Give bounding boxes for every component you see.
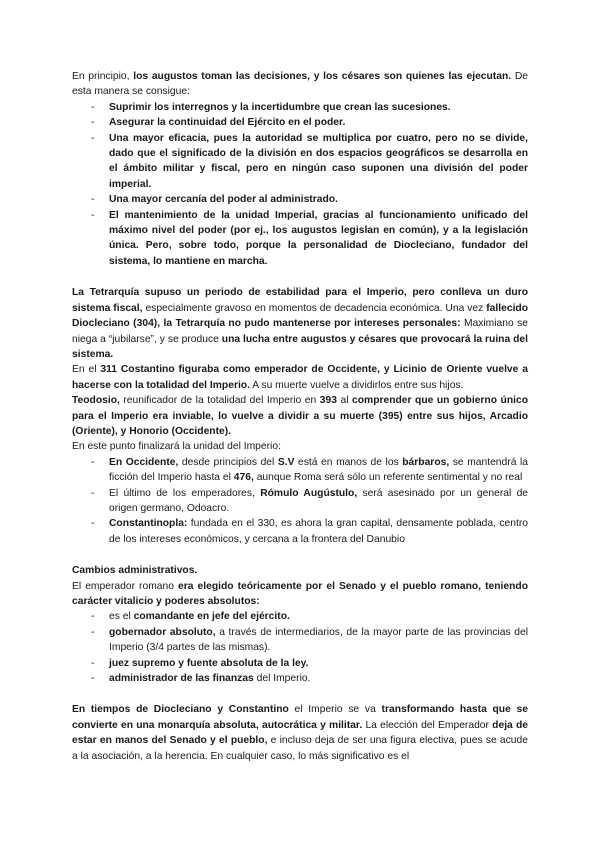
- bold-run: En Occidente,: [109, 456, 179, 468]
- heading-text: Cambios administrativos.: [72, 565, 198, 577]
- bold-run: El mantenimiento de la unidad Imperial, gracias al funcionamiento unificado del máximo nivel del poder (por ej., los augustos legislan en común), y a la legislación única. Pero, sobre todo, porque la personalidad de Diocleciano, fundador del sistema, lo mantiene en marcha.: [109, 209, 528, 267]
- bold-run: 476,: [233, 472, 254, 484]
- text-run: especialmente gravoso en momentos de decadencia económica. Una vez: [142, 302, 487, 314]
- text-run: a través de intermediarios, de la mayor parte de las provincias del Imperio (3/4 partes de las mismas).: [109, 626, 528, 654]
- bold-run: Una mayor eficacia, pues la autoridad se multiplica por cuatro, pero no se divide, dado que el significado de la división en dos espacios geográficos se desarrolla en el ámbito militar y fiscal, pero en ningún caso suponen una división del poder imperial.: [109, 132, 528, 190]
- bold-run: 393: [319, 395, 337, 407]
- text-run: fundada en el 330, es ahora la gran capital, densamente poblada, centro de los intereses económicos, y cercana a la frontera del Danubio: [109, 518, 528, 545]
- final-paragraph: [72, 702, 528, 764]
- bold-run: 311 Costantino figuraba como emperador de Occidente, y Licinio de Oriente vuelve a hacerse con la totalidad del Imperio.: [72, 364, 528, 391]
- bold-run: En tiempos de Diocleciano y Constantino: [72, 704, 289, 716]
- list-item: [72, 671, 528, 686]
- text-run: es el: [109, 611, 134, 623]
- document-body: [72, 69, 528, 764]
- bold-run: fallecido Diocleciano (304), la Tetrarquía no pudo mantenerse por intereses personales:: [72, 302, 529, 330]
- text-run: De esta manera se consigue:: [72, 71, 528, 98]
- text-run: será asesinado por un general de origen germano, Odoacro.: [109, 487, 529, 514]
- bold-run: administrador de las finanzas: [109, 673, 254, 685]
- bold-run: juez supremo y fuente absoluta de la ley.: [109, 657, 309, 669]
- teodosio-paragraph: [72, 393, 528, 439]
- section-heading: [72, 563, 528, 578]
- text-run: del Imperio.: [253, 673, 311, 685]
- text-run: e incluso deja de ser una figura electiva, pues se acude a la asociación, a la herencia. En cualquier caso, lo más significativo es el: [72, 735, 528, 762]
- tetrarquia-paragraph: [72, 285, 528, 362]
- bold-run: transformando hasta que se convierte en una monarquía absoluta, autocrática y militar.: [72, 704, 528, 731]
- text-run: desde principios del: [178, 456, 278, 468]
- text-run: está en manos de los: [294, 456, 403, 468]
- cambios-paragraph: [72, 579, 528, 610]
- bold-run: La Tetrarquía supuso un periodo de estabilidad para el Imperio, pero conlleva un duro sistema fiscal,: [72, 287, 528, 314]
- text-run: reunificador de la totalidad del Imperio en: [119, 395, 320, 407]
- text-run: aunque Roma será sólo un referente sentimental y no real: [253, 472, 523, 484]
- text-run: En el: [72, 364, 101, 376]
- list-item: [72, 625, 528, 656]
- unidad-list: [72, 455, 528, 547]
- text-run: El último de los emperadores,: [109, 487, 261, 499]
- poderes-list: [72, 609, 528, 686]
- text-run: se mantendrá la ficción del Imperio hasta el: [109, 456, 528, 484]
- list-item: [72, 455, 528, 486]
- bold-run: Rómulo Augústulo,: [260, 487, 358, 499]
- bold-run: deja de estar en manos del Senado y el pueblo,: [72, 719, 528, 747]
- text-run: Maximiano se niega a “jubilarse”, y se produce: [72, 318, 528, 345]
- bold-run: una lucha entre augustos y césares que provocará la ruina del sistema.: [72, 333, 528, 360]
- bold-run: los augustos toman las decisiones, y los césares son quienes las ejecutan.: [133, 71, 512, 82]
- text-run: al: [336, 395, 353, 407]
- bold-run: S.V: [277, 456, 295, 468]
- list-item: [72, 208, 528, 270]
- text-run: A su muerte vuelve a dividirlos entre sus hijos.: [249, 379, 464, 391]
- unidad-intro: En este punto finalizará la unidad del Imperio:: [72, 441, 281, 453]
- bold-run: comandante en jefe del ejército.: [133, 611, 290, 623]
- list-item: [72, 486, 528, 517]
- text-run: el Imperio se va: [288, 704, 382, 716]
- spacer: [72, 547, 528, 563]
- list-item: [72, 115, 528, 130]
- text-run: La elección del Emperador: [362, 719, 493, 731]
- spacer: [72, 686, 528, 702]
- bold-run: era elegido teóricamente por el Senado y el pueblo romano, teniendo carácter vitalicio y poderes absolutos:: [72, 580, 528, 607]
- consequences-list: [72, 100, 528, 269]
- constantino-paragraph: [72, 362, 528, 393]
- intro-paragraph: [72, 69, 528, 100]
- bold-run: comprender que un gobierno único para el Imperio era inviable, lo vuelve a dividir a su muerte (395) entre sus hijos, Arcadio (Oriente), y Honorio (Occidente).: [72, 395, 528, 437]
- spacer: [72, 269, 528, 285]
- list-item: [72, 100, 528, 115]
- list-item: [72, 192, 528, 207]
- text-run: El emperador romano: [72, 580, 178, 592]
- list-item: [72, 609, 528, 624]
- text-run: En principio,: [72, 71, 134, 82]
- bold-run: Suprimir los interregnos y la incertidumbre que crean las sucesiones.: [109, 101, 451, 113]
- bold-run: Constantinopla:: [109, 518, 188, 530]
- list-item: [72, 131, 528, 193]
- list-item: [72, 516, 528, 547]
- bold-run: Una mayor cercanía del poder al administrado.: [109, 194, 338, 206]
- list-item: [72, 656, 528, 671]
- bold-run: bárbaros,: [402, 456, 450, 468]
- bold-run: Teodosio,: [72, 395, 120, 407]
- bold-run: Asegurar la continuidad del Ejército en el poder.: [109, 117, 346, 129]
- bold-run: gobernador absoluto,: [109, 626, 216, 638]
